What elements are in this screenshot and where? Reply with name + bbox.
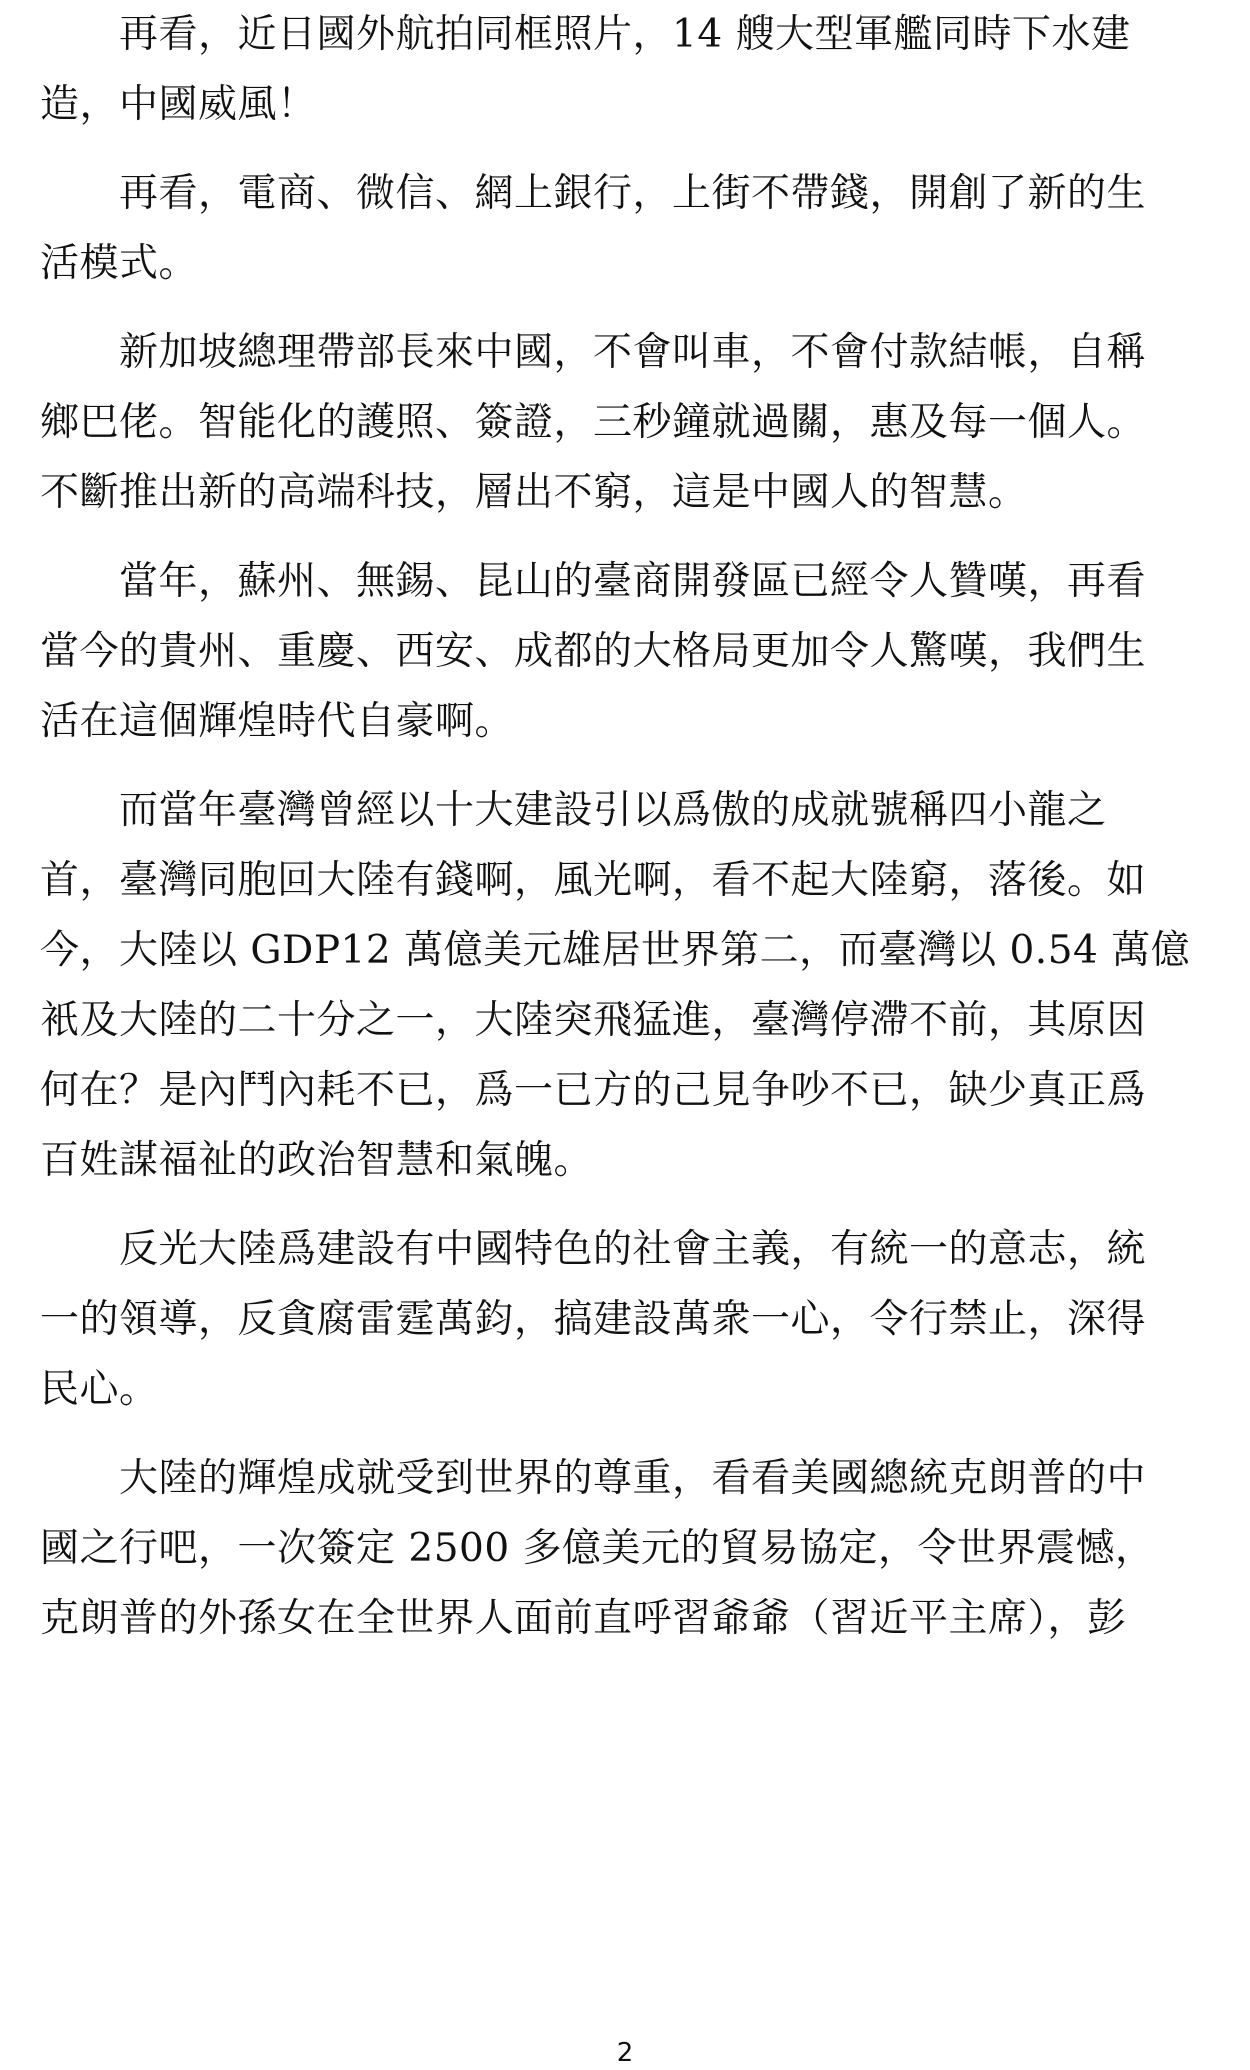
text-line: 何在？是內鬥內耗不已，爲一已方的己見争吵不已，缺少真正爲 (40, 1068, 1147, 1113)
text-line: 國之行吧，一次簽定 2500 多億美元的貿易協定，令世界震憾， (40, 1526, 1155, 1571)
text-line: 當年，蘇州、無錫、昆山的臺商開發區已經令人贊嘆，再看 (40, 559, 1147, 604)
text-line: 鄉巴佬。智能化的護照、簽證，三秒鐘就過關，惠及每一個人。 (40, 400, 1147, 445)
page-number: 2 (616, 2038, 634, 2068)
text-line: 活在這個輝煌時代自豪啊。 (40, 699, 515, 744)
text-line: 當今的貴州、重慶、西安、成都的大格局更加令人驚嘆，我們生 (40, 629, 1147, 674)
text-line: 民心。 (40, 1367, 159, 1412)
text-line: 再看，近日國外航拍同框照片，14 艘大型軍艦同時下水建 (40, 12, 1131, 57)
text-line: 克朗普的外孫女在全世界人面前直呼習爺爺（習近平主席），彭 (40, 1596, 1127, 1641)
text-line: 造，中國威風！ (40, 82, 317, 127)
text-line: 而當年臺灣曾經以十大建設引以爲傲的成就號稱四小龍之 (40, 788, 1107, 833)
text-line: 今，大陸以 GDP12 萬億美元雄居世界第二，而臺灣以 0.54 萬億 (40, 928, 1191, 973)
text-line: 再看，電商、微信、網上銀行，上街不帶錢，開創了新的生 (40, 171, 1147, 216)
text-line: 首，臺灣同胞回大陸有錢啊，風光啊，看不起大陸窮，落後。如 (40, 858, 1147, 903)
text-line: 百姓謀福祉的政治智慧和氣魄。 (40, 1138, 594, 1183)
text-line: 反光大陸爲建設有中國特色的社會主義，有統一的意志，統 (40, 1227, 1147, 1272)
text-line: 不斷推出新的高端科技，層出不窮，這是中國人的智慧。 (40, 470, 1028, 515)
text-line: 大陸的輝煌成就受到世界的尊重，看看美國總統克朗普的中 (40, 1456, 1147, 1501)
text-line: 活模式。 (40, 241, 199, 286)
text-line: 一的領導，反貪腐雷霆萬鈞，搞建設萬衆一心，令行禁止，深得 (40, 1297, 1147, 1342)
text-line: 新加坡總理帶部長來中國，不會叫車，不會付款結帳，自稱 (40, 330, 1147, 375)
text-line: 衹及大陸的二十分之一，大陸突飛猛進，臺灣停滯不前，其原因 (40, 998, 1147, 1043)
